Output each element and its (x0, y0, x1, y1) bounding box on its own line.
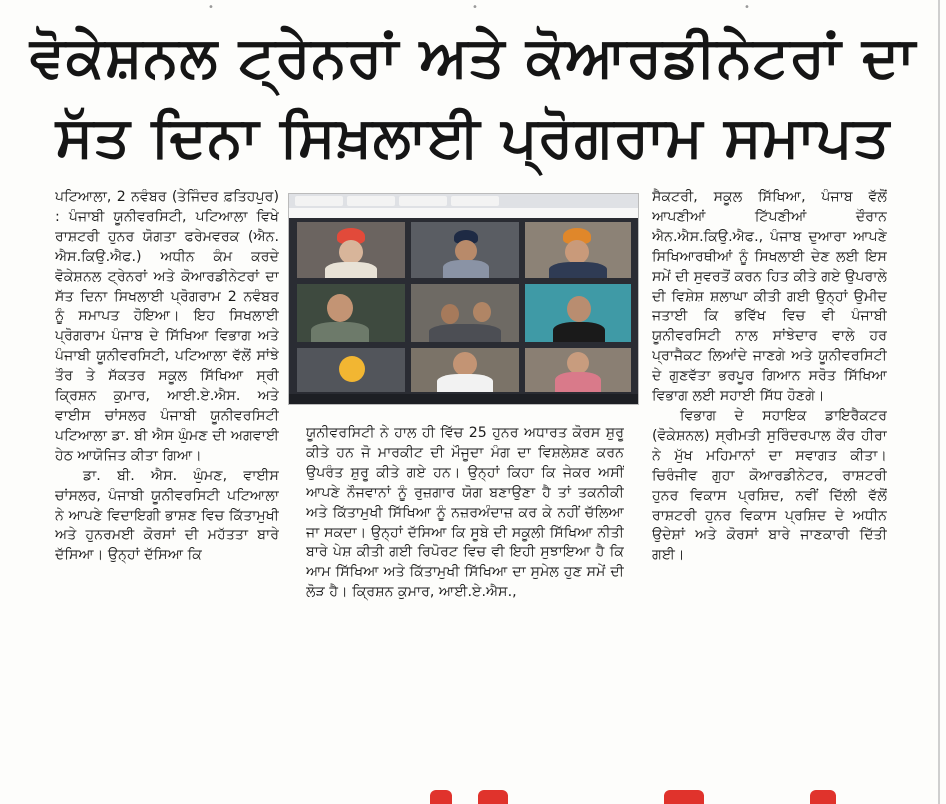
paragraph: ਡਾ. ਬੀ. ਐਸ. ਘੁੰਮਣ, ਵਾਈਸ ਚਾਂਸਲਰ, ਪੰਜਾਬੀ ਯੂਨੀਵਰਸਿਟੀ ਪਟਿਆਲਾ ਨੇ ਆਪਣੇ ਵਿਦਾਇਗੀ ਭਾਸ਼ਣ ਵਿਚ ਕਿੱਤਾਮੁਖੀ ਅਤੇ ਹੁਨਰਮਈ ਕੋਰਸਾਂ ਦੀ ਮਹੱਤਤਾ ਬਾਰੇ ਦੱਸਿਆ। ਉਨ੍ਹਾਂ ਦੱਸਿਆ ਕਿ (55, 467, 279, 564)
registration-mark: • (744, 2, 750, 13)
next-article-fragment (810, 790, 836, 804)
video-conference-photo (288, 193, 639, 405)
paragraph: ਯੂਨੀਵਰਸਿਟੀ ਨੇ ਹਾਲ ਹੀ ਵਿੱਚ 25 ਹੁਨਰ ਅਧਾਰਤ ਕੋਰਸ ਸ਼ੁਰੂ ਕੀਤੇ ਹਨ ਜੋ ਮਾਰਕੀਟ ਦੀ ਮੌਜੂਦਾ ਮੰਗ ਦਾ ਵਿਸ਼ਲੇਸ਼ਣ ਕਰਨ ਉਪਰੰਤ ਸ਼ੁਰੂ ਕੀਤੇ ਗਏ ਹਨ। ਉਨ੍ਹਾਂ ਕਿਹਾ ਕਿ ਜੇਕਰ ਅਸੀਂ ਆਪਣੇ ਨੌਜਵਾਨਾਂ ਨੂੰ ਰੁਜ਼ਗਾਰ ਯੋਗ ਬਣਾਉਣਾ ਹੈ ਤਾਂ ਤਕਨੀਕੀ ਅਤੇ ਕਿੱਤਾਮੁਖੀ ਸਿੱਖਿਆ ਨੂੰ ਨਜ਼ਰਅੰਦਾਜ਼ ਕਰ ਕੇ ਨਹੀਂ ਚੱਲਿਆ ਜਾ ਸਕਦਾ। ਉਨ੍ਹਾਂ ਦੱਸਿਆ ਕਿ ਸੂਬੇ ਦੀ ਸਕੂਲੀ ਸਿੱਖਿਆ ਨੀਤੀ ਬਾਰੇ ਪੇਸ਼ ਕੀਤੀ ਗਈ ਰਿਪੋਰਟ ਵਿਚ ਵੀ ਇਹੀ ਸੁਝਾਇਆ ਹੈ ਕਿ ਆਮ ਸਿੱਖਿਆ ਅਤੇ ਕਿੱਤਾਮੁਖੀ ਸਿੱਖਿਆ ਦਾ ਸੁਮੇਲ ਹੁਣ ਸਮੇਂ ਦੀ ਲੋੜ ਹੈ। ਕ੍ਰਿਸ਼ਨ ਕੁਮਾਰ, ਆਈ.ਏ.ਐਸ., (306, 425, 624, 601)
registration-mark: • (472, 2, 478, 13)
registration-mark: • (208, 2, 214, 13)
paragraph: ਵਿਭਾਗ ਦੇ ਸਹਾਇਕ ਡਾਇਰੈਕਟਰ (ਵੋਕੇਸ਼ਨਲ) ਸ੍ਰੀਮਤੀ ਸੁਰਿੰਦਰਪਾਲ ਕੌਰ ਹੀਰਾ ਨੇ ਮੁੱਖ ਮਹਿਮਾਨਾਂ ਦਾ ਸਵਾਗਤ ਕੀਤਾ। ਚਿਰੰਜੀਵ ਗੁਹਾ ਕੋਆਰਡੀਨੇਟਰ, ਰਾਸ਼ਟਰੀ ਹੁਨਰ ਵਿਕਾਸ ਪ੍ਰਸ਼ਿਦ, ਨਵੀਂ ਦਿੱਲੀ ਵੱਲੋਂ ਰਾਸ਼ਟਰੀ ਹੁਨਰ ਵਿਕਾਸ ਪ੍ਰਸ਼ਿਦ ਦੇ ਅਧੀਨ ਉਦੇਸ਼ਾਂ ਅਤੇ ਕੋਰਸਾਂ ਬਾਰੇ ਜਾਣਕਾਰੀ ਦਿੱਤੀ ਗਈ। (652, 407, 887, 564)
article-column-1 (55, 188, 279, 788)
browser-tab-bar (289, 194, 638, 208)
participant-tile (297, 222, 405, 278)
participant-tile (525, 284, 631, 342)
headline-line-1: ਵੋਕੇਸ਼ਨਲ ਟ੍ਰੇਨਰਾਂ ਅਤੇ ਕੋਆਰਡੀਨੇਟਰਾਂ ਦਾ (29, 25, 917, 90)
paragraph: ਪਟਿਆਲਾ, 2 ਨਵੰਬਰ (ਤੇਜਿੰਦਰ ਫ਼ਤਿਹਪੁਰ) : ਪੰਜਾਬੀ ਯੂਨੀਵਰਸਿਟੀ, ਪਟਿਆਲਾ ਵਿਖੇ ਰਾਸ਼ਟਰੀ ਹੁਨਰ ਯੋਗਤਾ ਫਰੇਮਵਰਕ (ਐਨ. ਐਸ.ਕਿਉ.ਐਫ.) ਅਧੀਨ ਕੰਮ ਕਰਦੇ ਵੋਕੇਸ਼ਨਲ ਟ੍ਰੇਨਰਾਂ ਅਤੇ ਕੋਆਰਡੀਨੇਟਰਾਂ ਦਾ ਸੱਤ ਦਿਨਾ ਸਿਖਲਾਈ ਪ੍ਰੋਗਰਾਮ 2 ਨਵੰਬਰ ਨੂੰ ਸਮਾਪਤ ਹੋਇਆ। ਇਹ ਸਿਖਲਾਈ ਪ੍ਰੋਗਰਾਮ ਪੰਜਾਬ ਦੇ ਸਿੱਖਿਆ ਵਿਭਾਗ ਅਤੇ ਪੰਜਾਬੀ ਯੂਨੀਵਰਸਿਟੀ, ਪਟਿਆਲਾ ਵੱਲੋਂ ਸਾਂਝੇ ਤੌਰ ਤੇ ਸੱਕਤਰ ਸਕੂਲ ਸਿੱਖਿਆ ਸ੍ਰੀ ਕ੍ਰਿਸ਼ਨ ਕੁਮਾਰ, ਆਈ.ਏ.ਐਸ. ਅਤੇ ਵਾਈਸ ਚਾਂਸਲਰ ਪੰਜਾਬੀ ਯੂਨੀਵਰਸਿਟੀ ਪਟਿਆਲਾ ਡਾ. ਬੀ ਐਸ ਘੁੰਮਣ ਦੀ ਅਗਵਾਈ ਹੇਠ ਆਯੋਜਿਤ ਕੀਤਾ ਗਿਆ। (55, 189, 279, 464)
participant-tile (411, 284, 519, 342)
participant-tile (411, 348, 519, 392)
participant-tile (297, 284, 405, 342)
article-column-2 (306, 424, 624, 790)
next-article-fragment (478, 790, 508, 804)
participant-tile (411, 222, 519, 278)
participant-tile (297, 348, 405, 392)
next-article-fragment (664, 790, 704, 804)
participant-tile (525, 222, 631, 278)
article-column-3 (652, 188, 887, 788)
browser-address-bar (289, 208, 638, 218)
next-article-fragment (430, 790, 452, 804)
participant-tile (525, 348, 631, 392)
meeting-toolbar (289, 394, 638, 404)
headline-line-2: ਸੱਤ ਦਿਨਾ ਸਿਖ਼ਲਾਈ ਪ੍ਰੋਗਰਾਮ ਸਮਾਪਤ (55, 105, 891, 170)
paragraph: ਸੈਕਟਰੀ, ਸਕੂਲ ਸਿੱਖਿਆ, ਪੰਜਾਬ ਵੱਲੋਂ ਆਪਣੀਆਂ ਟਿੱਪਣੀਆਂ ਦੌਰਾਨ ਐਨ.ਐਸ.ਕਿਉ.ਐਫ., ਪੰਜਾਬ ਦੁਆਰਾ ਆਪਣੇ ਸਿਖਿਆਰਥੀਆਂ ਨੂੰ ਸਿਖਲਾਈ ਦੇਣ ਲਈ ਇਸ ਸਮੇਂ ਦੀ ਸੁਵਰਤੋਂ ਕਰਨ ਹਿਤ ਕੀਤੇ ਗਏ ਉਪਰਾਲੇ ਦੀ ਵਿਸ਼ੇਸ਼ ਸ਼ਲਾਘਾ ਕੀਤੀ ਗਈ ਉਨ੍ਹਾਂ ਉਮੀਦ ਜਤਾਈ ਕਿ ਭਵਿੱਖ ਵਿਚ ਵੀ ਪੰਜਾਬੀ ਯੂਨੀਵਰਸਿਟੀ ਨਾਲ ਸਾਂਝੇਦਾਰ ਵਾਲੇ ਹਰ ਪ੍ਰਾਜੈਕਟ ਲਿਆਂਦੇ ਜਾਣਗੇ ਅਤੇ ਯੂਨੀਵਰਸਿਟੀ ਦੇ ਗੁਣਵੱਤਾ ਭਰਪੂਰ ਗਿਆਨ ਸਰੋਤ ਸਿੱਖਿਆ ਵਿਭਾਗ ਲਈ ਸਹਾਈ ਸਿੱਧ ਹੋਣਗੇ। (652, 189, 887, 405)
